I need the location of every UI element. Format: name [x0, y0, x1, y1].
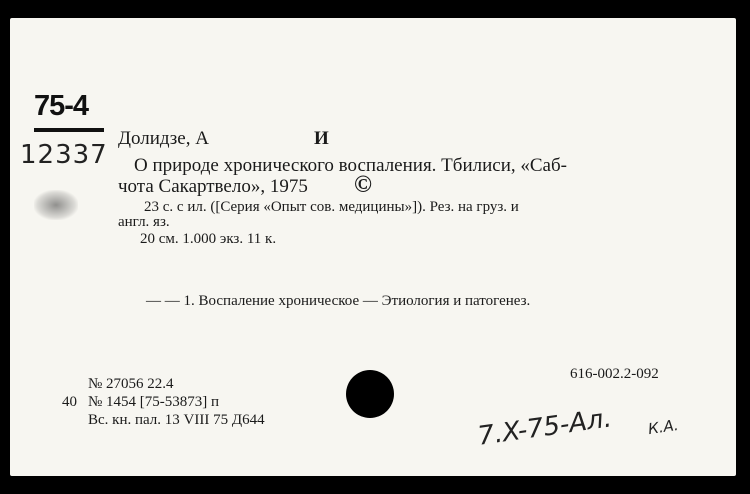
- title-line-1: О природе хронического воспаления. Тбилиси, «Саб-: [134, 155, 567, 176]
- record-line-1: № 27056 22.4: [88, 376, 174, 392]
- accession-number: 12337: [20, 140, 108, 170]
- smudge-mark: [34, 190, 78, 220]
- record-line-3: Вс. кн. пал. 13 VIII 75 Д644: [88, 412, 265, 428]
- handwritten-date-note: 7.X-75-Ал.: [475, 403, 614, 452]
- call-number-underline: [34, 128, 104, 132]
- physical-description-line-1: 23 с. с ил. ([Серия «Опыт сов. медицины»]). Рез. на груз. и: [144, 199, 519, 215]
- subject-heading: — — 1. Воспаление хроническое — Этиология и патогенез.: [146, 293, 531, 309]
- author-initial: И: [314, 128, 329, 149]
- record-line-2-prefix: 40: [62, 394, 77, 410]
- title-line-2: чота Сакартвело», 1975: [118, 176, 308, 197]
- call-number: 75-4: [34, 90, 89, 122]
- punch-hole: [346, 370, 394, 418]
- physical-description-line-2: англ. яз.: [118, 214, 170, 230]
- classification-number: 616-002.2-092: [570, 366, 659, 382]
- author: Долидзе, А: [118, 128, 209, 149]
- physical-description-line-3: 20 см. 1.000 экз. 11 к.: [140, 231, 277, 247]
- handwritten-initials: К.А.: [646, 415, 680, 439]
- copyright-mark: ©: [354, 172, 372, 198]
- record-line-2: № 1454 [75-53873] п: [88, 394, 220, 410]
